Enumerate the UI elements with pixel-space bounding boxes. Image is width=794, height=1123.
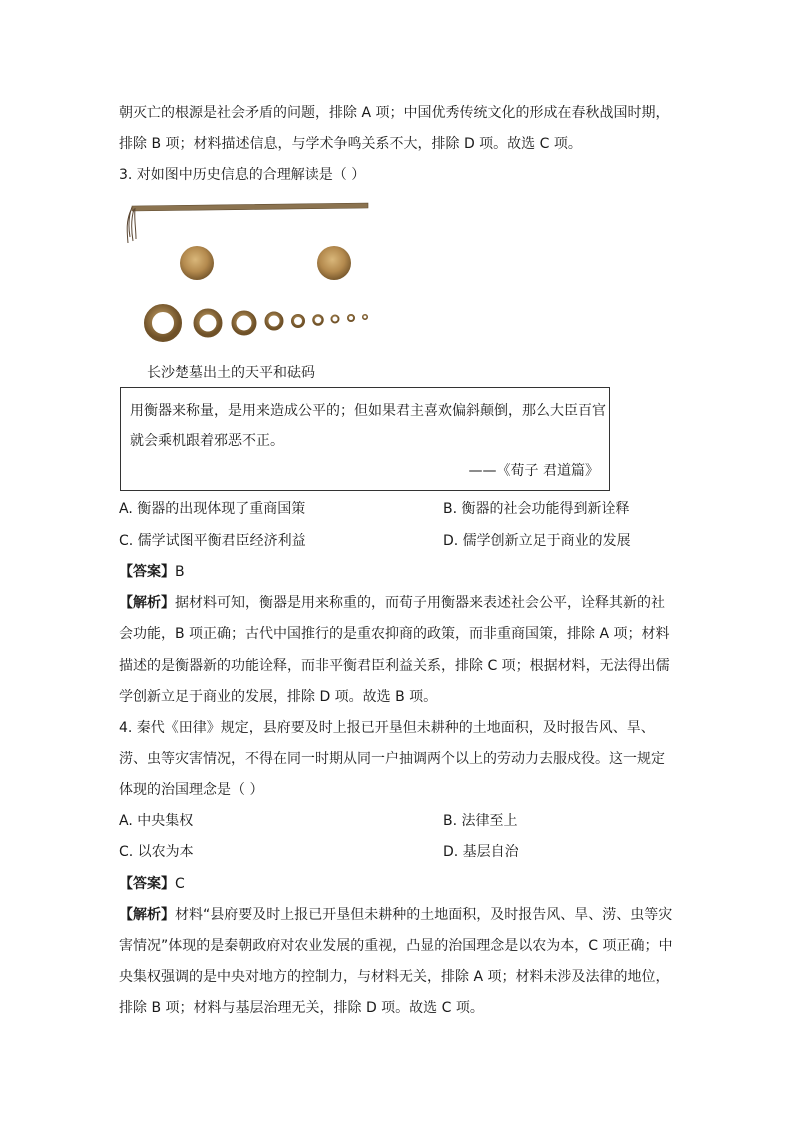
- q3-analysis-line-3: 描述的是衡器新的功能诠释，而非平衡君臣利益关系，排除 C 项；根据材料，无法得出儒: [119, 658, 670, 674]
- q4-analysis-line-4: 排除 B 项；材料与基层治理无关，排除 D 项。故选 C 项。: [119, 1000, 484, 1016]
- weights-row: [148, 308, 367, 338]
- intro-line-2: 排除 B 项；材料描述信息，与学术争鸣关系不大，排除 D 项。故选 C 项。: [119, 136, 582, 152]
- q4-option-d: D. 基层自治: [443, 844, 519, 860]
- quote-line-1: 用衡器来称量，是用来造成公平的；但如果君主喜欢偏斜颠倒，那么大臣百官: [130, 403, 606, 419]
- q3-analysis-line-1: [119, 594, 665, 612]
- q3-analysis-line-2: 会功能，B 项正确；古代中国推行的是重农抑商的政策，而非重商国策，排除 A 项；材料: [119, 626, 670, 642]
- q4-answer-label: 【答案】: [119, 876, 175, 892]
- question-4-stem-line-3: 体现的治国理念是（ ）: [119, 782, 264, 798]
- q3-option-a: A. 衡器的出现体现了重商国策: [119, 501, 306, 517]
- q4-analysis-label: 【解析】: [119, 907, 175, 923]
- question-3-stem: 3. 对如图中历史信息的合理解读是（ ）: [119, 167, 366, 183]
- q4-option-b: B. 法律至上: [443, 813, 518, 829]
- figure-caption: 长沙楚墓出土的天平和砝码: [147, 365, 315, 381]
- intro-line-1: 朝灭亡的根源是社会矛盾的问题，排除 A 项；中国优秀传统文化的形成在春秋战国时期，: [119, 105, 670, 121]
- balance-pan-right: [317, 246, 351, 280]
- q3-answer: [119, 563, 185, 581]
- q3-analysis-line-4: 学创新立足于商业的发展，排除 D 项。故选 B 项。: [119, 689, 438, 705]
- q3-answer-label: 【答案】: [119, 564, 175, 580]
- q3-answer-value: B: [175, 564, 185, 580]
- q4-option-c: C. 以农为本: [119, 844, 194, 860]
- quote-line-2: 就会乘机跟着邪恶不正。: [130, 433, 284, 449]
- q3-option-c: C. 儒学试图平衡君臣经济利益: [119, 533, 306, 549]
- quote-box: [120, 387, 610, 491]
- q3-analysis-text-1: 据材料可知，衡器是用来称重的，而荀子用衡器来表述社会公平，诠释其新的社: [175, 595, 665, 611]
- q4-analysis-text-1: 材料“县府要及时上报已开垦但未耕种的土地面积，及时报告风、旱、涝、虫等灾: [175, 907, 673, 923]
- balance-and-weights-image: [120, 197, 380, 355]
- q3-analysis-label: 【解析】: [119, 595, 175, 611]
- question-4-stem-line-2: 涝、虫等灾害情况，不得在同一时期从同一户抽调两个以上的劳动力去服戍役。这一规定: [119, 751, 665, 767]
- q4-analysis-line-3: 央集权强调的是中央对地方的控制力，与材料无关，排除 A 项；材料未涉及法律的地位，: [119, 969, 670, 985]
- q4-analysis-line-1: [119, 906, 672, 924]
- balance-pan-left: [180, 246, 214, 280]
- q4-analysis-line-2: 害情况”体现的是秦朝政府对农业发展的重视，凸显的治国理念是以农为本，C 项正确；中: [119, 938, 673, 954]
- balance-beam: [127, 203, 368, 243]
- q3-option-d: D. 儒学创新立足于商业的发展: [443, 533, 631, 549]
- q4-option-a: A. 中央集权: [119, 813, 194, 829]
- q4-answer: [119, 875, 185, 893]
- question-4-stem-line-1: 4. 秦代《田律》规定，县府要及时上报已开垦但未耕种的土地面积，及时报告风、旱、: [119, 720, 655, 736]
- q3-option-b: B. 衡器的社会功能得到新诠释: [443, 501, 630, 517]
- q4-answer-value: C: [175, 876, 185, 892]
- quote-source: ——《荀子 君道篇》: [468, 463, 599, 479]
